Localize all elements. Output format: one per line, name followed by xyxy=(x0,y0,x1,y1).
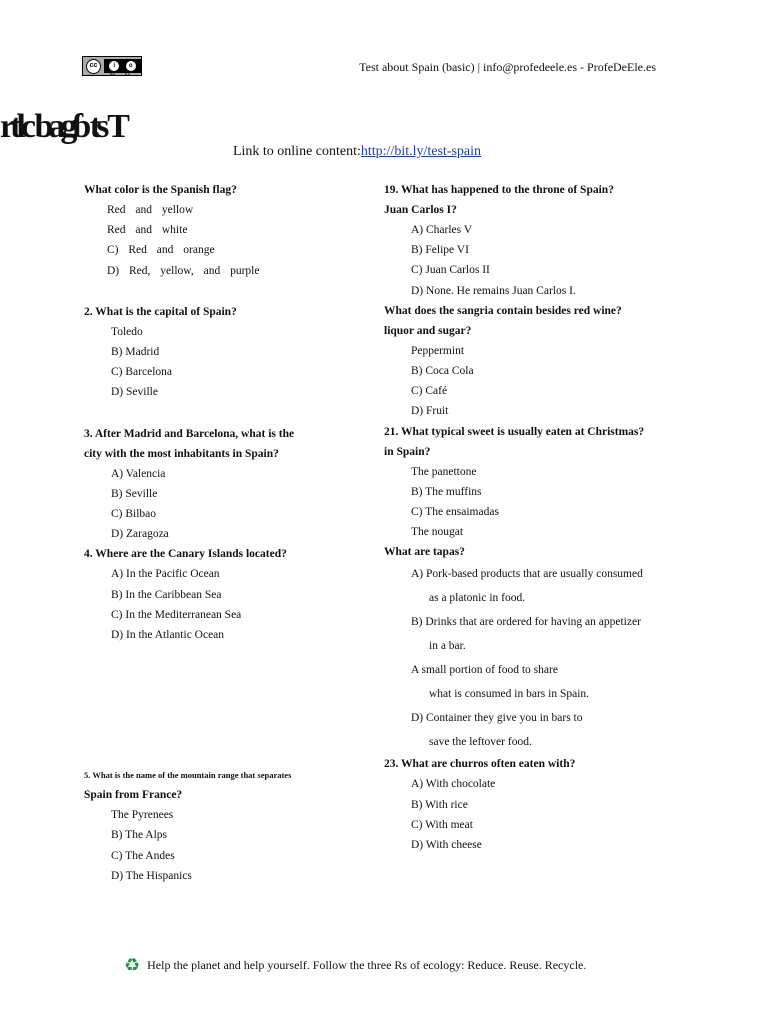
answer-option: Red and white xyxy=(107,224,188,237)
answer-option: C) In the Mediterranean Sea xyxy=(111,608,242,621)
question-text-continued: liquor and sugar? xyxy=(384,324,472,337)
question-text: 5. What is the name of the mountain range that separates xyxy=(84,770,292,781)
question-block xyxy=(84,544,384,645)
question-block xyxy=(84,424,384,545)
question-block xyxy=(384,542,684,754)
answer-option: The nougat xyxy=(411,526,464,539)
answer-option: B) Felipe VI xyxy=(411,244,469,257)
answer-option: D) Fruit xyxy=(411,405,449,418)
answer-option-continued: as a platonic in food. xyxy=(429,592,526,605)
answer-option: C) With meat xyxy=(411,818,473,831)
by-label: BY xyxy=(110,72,116,77)
sa-icon: o xyxy=(126,61,136,71)
answer-option: C) Barcelona xyxy=(111,366,172,379)
right-question-column xyxy=(384,180,684,855)
question-text: 3. After Madrid and Barcelona, what is the xyxy=(84,427,295,440)
question-text: What does the sangria contain besides red wine? xyxy=(384,304,622,317)
answer-option: C) The Andes xyxy=(111,849,175,862)
by-icon: i xyxy=(109,61,119,71)
page-title: rtlc bagɓ ts T xyxy=(0,108,125,145)
answer-option: C) Bilbao xyxy=(111,508,157,521)
answer-option: B) The muffins xyxy=(411,485,482,498)
sa-label: SA xyxy=(124,72,131,77)
question-text: 2. What is the capital of Spain? xyxy=(84,305,237,318)
answer-option: A) Pork-based products that are usually consumed xyxy=(411,568,643,581)
question-text-continued: Juan Carlos I? xyxy=(384,204,457,216)
answer-option: B) In the Caribbean Sea xyxy=(111,588,222,601)
answer-option: B) Seville xyxy=(111,487,158,500)
answer-option: B) Coca Cola xyxy=(411,365,474,378)
cc-icon: cc xyxy=(86,59,101,74)
question-text: 19. What has happened to the throne of Spain? xyxy=(384,184,614,196)
answer-option: B) Drinks that are ordered for having an appetizer xyxy=(411,616,641,629)
online-content-label: Link to online content: xyxy=(232,144,361,159)
left-question-column xyxy=(84,180,384,886)
question-block xyxy=(384,422,684,543)
question-text: What color is the Spanish flag? xyxy=(84,184,237,196)
question-block xyxy=(384,754,684,855)
question-text: 4. Where are the Canary Islands located? xyxy=(84,548,287,561)
question-block xyxy=(84,180,384,281)
answer-option: C) Café xyxy=(411,385,448,398)
online-content-line xyxy=(0,144,768,160)
question-text-continued: city with the most inhabitants in Spain? xyxy=(84,447,279,460)
recycle-icon: ♻ xyxy=(124,955,141,975)
answer-option-continued: save the leftover food. xyxy=(429,736,532,749)
question-block xyxy=(384,301,684,422)
answer-option: C) Juan Carlos II xyxy=(411,264,490,277)
answer-option: D) Container they give you in bars to xyxy=(411,712,583,725)
online-content-link[interactable]: http://bit.ly/test-spain xyxy=(360,144,482,159)
page-header-text: Test about Spain (basic) | info@profedeele.es - ProfeDeEle.es xyxy=(359,60,656,74)
answer-option: A) Charles V xyxy=(411,224,473,236)
answer-option: B) The Alps xyxy=(111,829,168,842)
answer-option: D) The Hispanics xyxy=(111,869,192,882)
footer-text: Help the planet and help yourself. Follow the three Rs of ecology: Reduce. Reuse. Recycle. xyxy=(147,957,587,972)
answer-option: C) The ensaimadas xyxy=(411,506,499,519)
answer-option: Peppermint xyxy=(411,344,465,357)
answer-option: B) With rice xyxy=(411,798,468,811)
answer-option: D) Red, yellow, and purple xyxy=(107,264,260,277)
answer-option-continued: what is consumed in bars in Spain. xyxy=(429,688,590,701)
answer-option: A) Valencia xyxy=(111,467,166,480)
answer-option: D) None. He remains Juan Carlos I. xyxy=(411,284,576,297)
question-text: 23. What are churros often eaten with? xyxy=(384,758,576,771)
answer-option: A small portion of food to share xyxy=(411,664,558,677)
answer-option: D) With cheese xyxy=(411,839,482,852)
answer-option: A) With chocolate xyxy=(411,778,496,791)
question-block xyxy=(84,765,384,886)
license-icons xyxy=(104,59,141,73)
question-block xyxy=(384,180,684,301)
page-footer xyxy=(124,956,586,974)
answer-option: D) Seville xyxy=(111,386,158,399)
answer-option: A) In the Pacific Ocean xyxy=(111,568,220,581)
answer-option: D) Zaragoza xyxy=(111,528,169,541)
answer-option: The panettone xyxy=(411,465,477,478)
answer-option: The Pyrenees xyxy=(111,809,174,822)
answer-option: Red and yellow xyxy=(107,204,194,216)
answer-option: D) In the Atlantic Ocean xyxy=(111,629,225,642)
question-text-continued: in Spain? xyxy=(384,445,431,458)
question-text-continued: Spain from France? xyxy=(84,789,183,802)
question-block xyxy=(84,302,384,403)
answer-option: Toledo xyxy=(111,325,143,338)
question-text: What are tapas? xyxy=(384,546,465,559)
question-text: 21. What typical sweet is usually eaten at Christmas? xyxy=(384,425,645,438)
answer-option: B) Madrid xyxy=(111,346,160,359)
answer-option-continued: in a bar. xyxy=(429,640,466,653)
answer-option: C) Red and orange xyxy=(107,244,215,257)
